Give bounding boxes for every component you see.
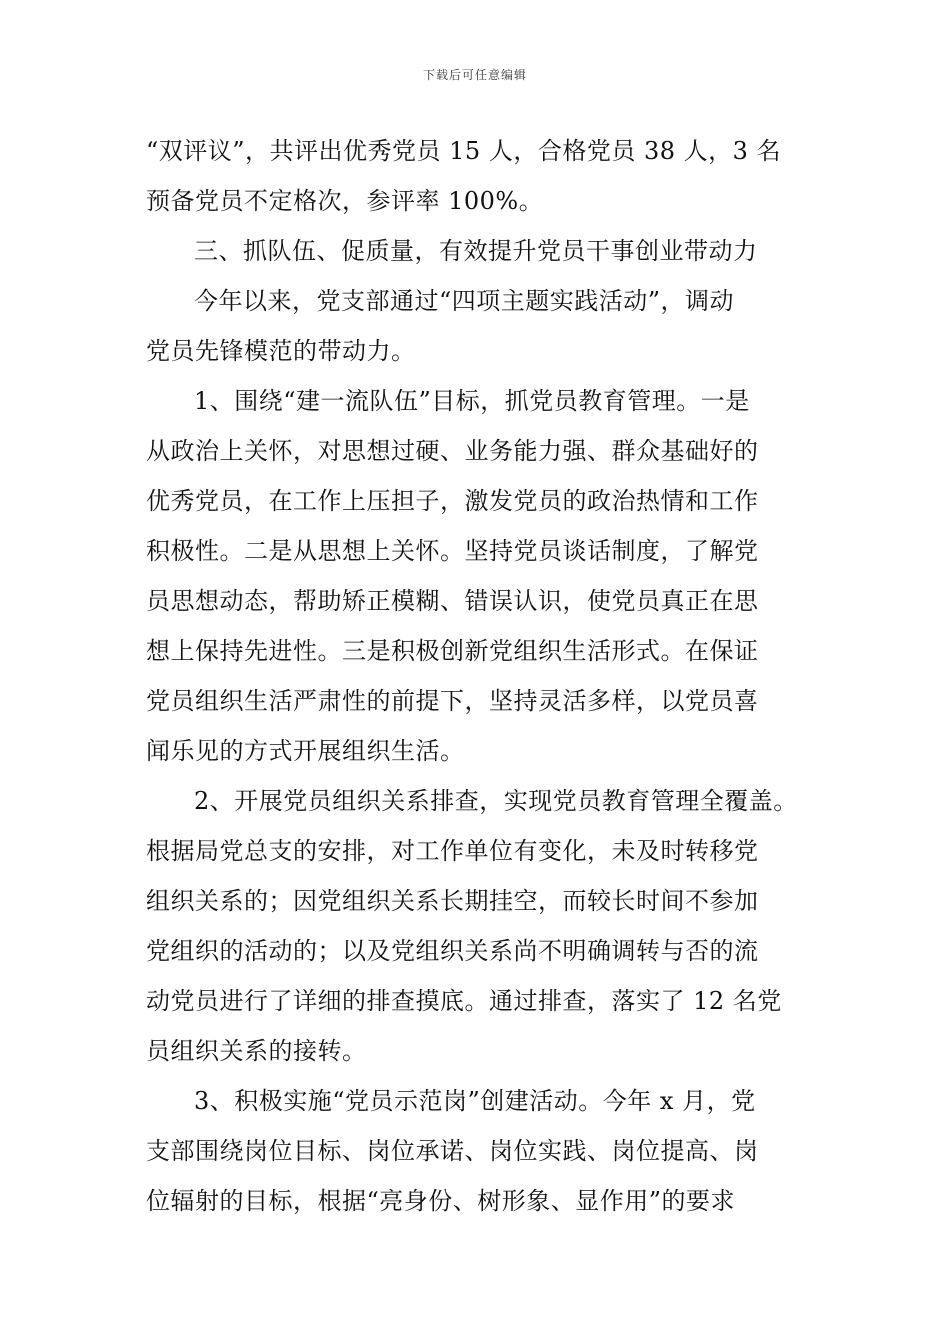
text-line: 预备党员不定格次，参评率 100%。 [146, 187, 544, 215]
paragraph-start: 1、围绕“建一流队伍”目标，抓党员教育管理。一是 [194, 387, 750, 415]
text-line: 从政治上关怀，对思想过硬、业务能力强、群众基础好的 [146, 437, 759, 465]
body-text [146, 126, 836, 1226]
text-line: 闻乐见的方式开展组织生活。 [146, 737, 465, 765]
text-line: 员组织关系的接转。 [146, 1037, 367, 1065]
paragraph-start: 2、开展党员组织关系排查，实现党员教育管理全覆盖。 [194, 787, 798, 815]
section-heading: 三、抓队伍、促质量，有效提升党员干事创业带动力 [194, 237, 758, 265]
paragraph-start: 今年以来，党支部通过“四项主题实践活动”，调动 [194, 287, 735, 315]
text-line: 根据局党总支的安排，对工作单位有变化，未及时转移党 [146, 837, 759, 865]
text-line: 想上保持先进性。三是积极创新党组织生活形式。在保证 [146, 637, 759, 665]
header-note: 下载后可任意编辑 [422, 68, 527, 82]
text-line: 优秀党员，在工作上压担子，激发党员的政治热情和工作 [146, 487, 759, 515]
text-line: 员思想动态，帮助矫正模糊、错误认识，使党员真正在思 [146, 587, 759, 615]
text-line: 组织关系的；因党组织关系长期挂空，而较长时间不参加 [146, 887, 759, 915]
text-line: “双评议”，共评出优秀党员 15 人，合格党员 38 人，3 名 [146, 137, 782, 165]
paragraph-start: 3、积极实施“党员示范岗”创建活动。今年 x 月，党 [194, 1087, 756, 1115]
text-line: 积极性。二是从思想上关怀。坚持党员谈话制度，了解党 [146, 537, 759, 565]
text-line: 动党员进行了详细的排查摸底。通过排查，落实了 12 名党 [146, 987, 782, 1015]
text-line: 党员组织生活严肃性的前提下，坚持灵活多样，以党员喜 [146, 687, 759, 715]
text-line: 党员先锋模范的带动力。 [146, 337, 416, 365]
text-line: 党组织的活动的；以及党组织关系尚不明确调转与否的流 [146, 937, 759, 965]
text-line: 位辐射的目标，根据“亮身份、树形象、显作用”的要求 [146, 1187, 736, 1215]
text-line: 支部围绕岗位目标、岗位承诺、岗位实践、岗位提高、岗 [146, 1137, 759, 1165]
